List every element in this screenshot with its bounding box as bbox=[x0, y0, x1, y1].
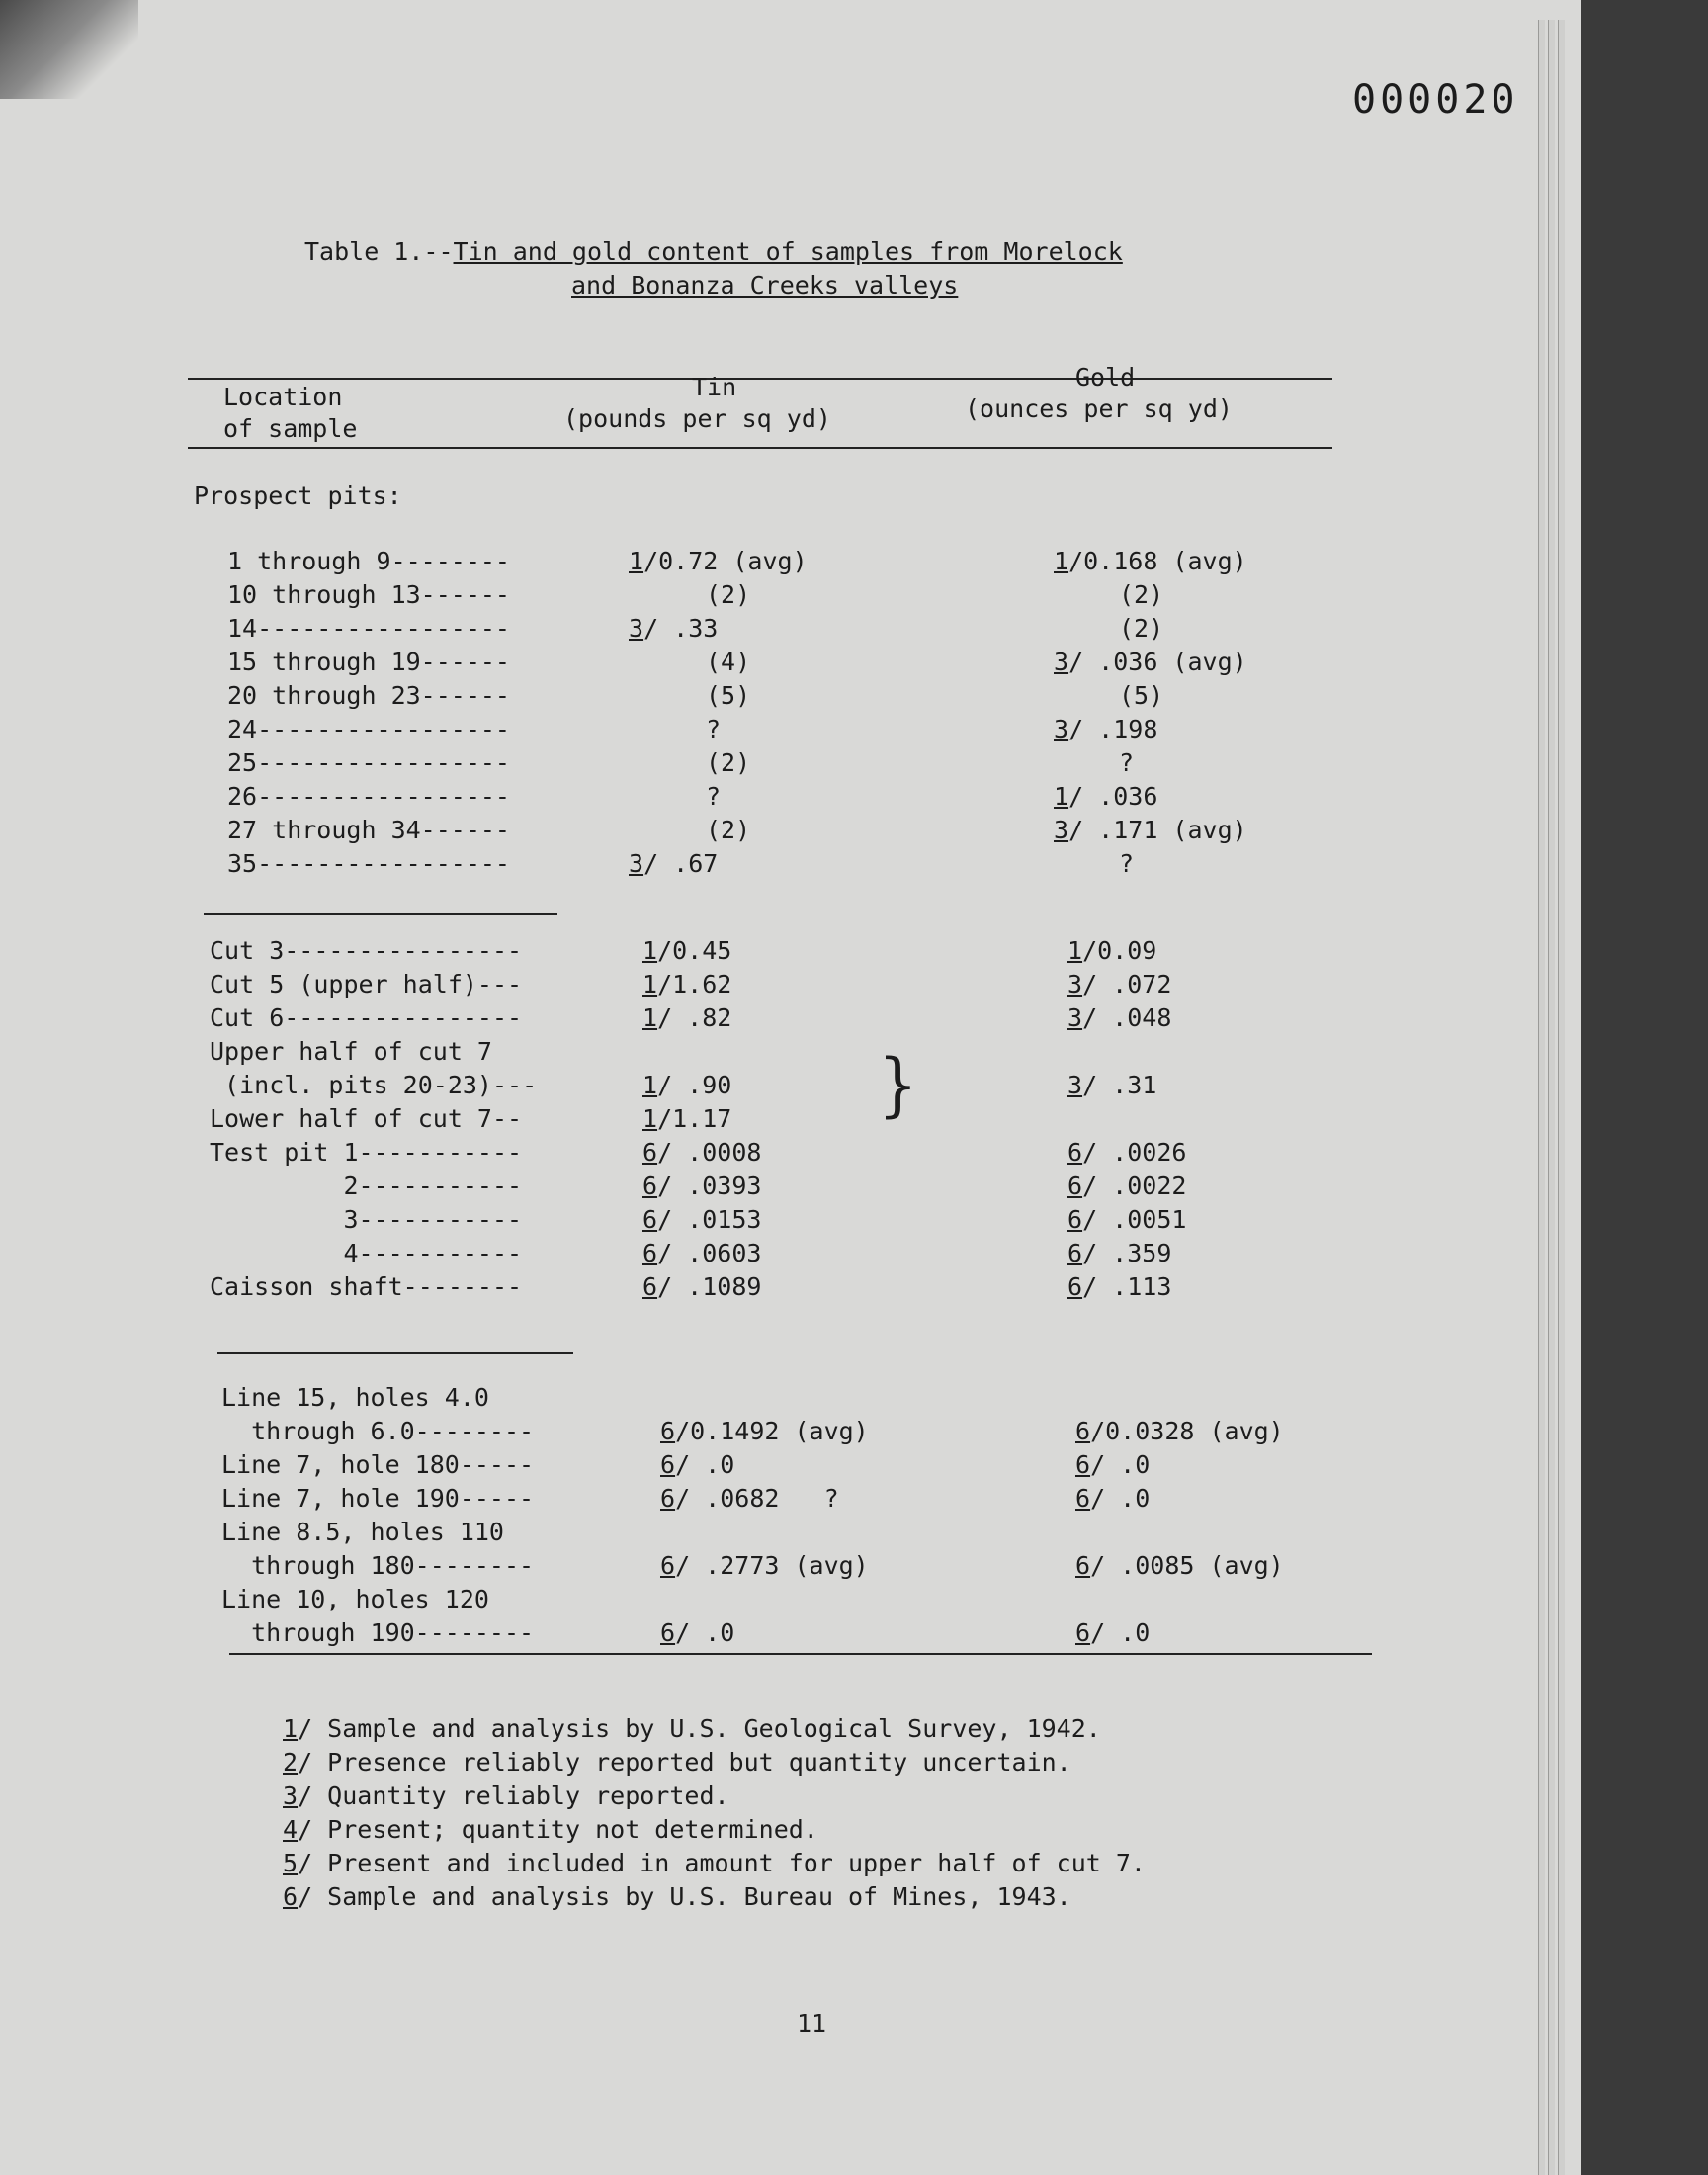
gold-value: 3/ .198 bbox=[1054, 715, 1158, 743]
tin-value: 1/1.62 bbox=[642, 970, 732, 999]
location-cell: Cut 3---------------- bbox=[210, 936, 523, 965]
tin-value: 1/0.72 (avg) bbox=[629, 547, 808, 575]
footnote-ref: 1 bbox=[629, 547, 644, 575]
table-title bbox=[304, 235, 1123, 303]
location-cell: Line 7, hole 190----- bbox=[221, 1484, 535, 1513]
footnote-ref: 1 bbox=[642, 936, 658, 965]
footnote-item: 4/ Present; quantity not determined. bbox=[283, 1815, 818, 1844]
gold-value: 6/ .0051 bbox=[1068, 1205, 1187, 1234]
location-cell: 2----------- bbox=[210, 1172, 523, 1200]
location-cell: Caisson shaft-------- bbox=[210, 1272, 523, 1301]
header-gold-2: (ounces per sq yd) bbox=[965, 394, 1233, 423]
footnote-ref: 6 bbox=[660, 1450, 676, 1479]
gold-value: 3/ .171 (avg) bbox=[1054, 816, 1247, 844]
footnote-ref: 6 bbox=[642, 1239, 658, 1267]
page-edge bbox=[1558, 20, 1565, 2175]
location-cell: Line 10, holes 120 bbox=[221, 1585, 489, 1613]
footnote-number: 2 bbox=[283, 1748, 299, 1777]
footnote-ref: 6 bbox=[642, 1272, 658, 1301]
footnote-ref: 3 bbox=[1054, 648, 1069, 676]
gold-value: 6/ .0026 bbox=[1068, 1138, 1187, 1167]
location-cell: 26----------------- bbox=[227, 782, 510, 811]
tin-value: (2) bbox=[706, 580, 751, 609]
footnote-ref: 1 bbox=[1068, 936, 1083, 965]
gold-value: 3/ .048 bbox=[1068, 1003, 1172, 1032]
footnote-item: 1/ Sample and analysis by U.S. Geological Survey, 1942. bbox=[283, 1714, 1101, 1743]
footnote-ref: 6 bbox=[642, 1205, 658, 1234]
tin-value: 6/ .2773 (avg) bbox=[660, 1551, 869, 1580]
location-cell: Line 7, hole 180----- bbox=[221, 1450, 535, 1479]
location-cell: 27 through 34------ bbox=[227, 816, 510, 844]
tin-value: 1/0.45 bbox=[642, 936, 732, 965]
location-cell: Test pit 1----------- bbox=[210, 1138, 523, 1167]
tin-value: 6/ .1089 bbox=[642, 1272, 762, 1301]
gold-value: (5) bbox=[1119, 681, 1164, 710]
gold-value: 1/0.168 (avg) bbox=[1054, 547, 1247, 575]
document-number: 000020 bbox=[1352, 77, 1519, 123]
title-line-1: Tin and gold content of samples from Morelock bbox=[453, 237, 1123, 266]
title-line-2: and Bonanza Creeks valleys bbox=[571, 271, 959, 300]
gold-value: ? bbox=[1119, 748, 1135, 777]
tin-value: 3/ .33 bbox=[629, 614, 719, 643]
footnote-ref: 3 bbox=[1068, 1003, 1083, 1032]
footnote-item: 5/ Present and included in amount for upper half of cut 7. bbox=[283, 1849, 1146, 1877]
footnote-ref: 6 bbox=[660, 1417, 676, 1445]
location-cell: through 190-------- bbox=[221, 1618, 535, 1647]
tin-value: ? bbox=[706, 782, 722, 811]
tin-value: 1/ .90 bbox=[642, 1071, 732, 1099]
location-cell: 35----------------- bbox=[227, 849, 510, 878]
footnote-ref: 6 bbox=[1075, 1450, 1091, 1479]
footnote-ref: 6 bbox=[1068, 1138, 1083, 1167]
location-cell: Cut 5 (upper half)--- bbox=[210, 970, 523, 999]
location-cell: 20 through 23------ bbox=[227, 681, 510, 710]
footnote-ref: 1 bbox=[642, 1104, 658, 1133]
bottom-rule bbox=[229, 1653, 1372, 1655]
tin-value: 6/0.1492 (avg) bbox=[660, 1417, 869, 1445]
footnote-number: 1 bbox=[283, 1714, 299, 1743]
header-tin-2: (pounds per sq yd) bbox=[563, 404, 831, 433]
gold-value: 3/ .036 (avg) bbox=[1054, 648, 1247, 676]
footnote-number: 5 bbox=[283, 1849, 299, 1877]
tin-value: 6/ .0682 ? bbox=[660, 1484, 839, 1513]
footnote-number: 4 bbox=[283, 1815, 299, 1844]
location-cell: Upper half of cut 7 bbox=[210, 1037, 492, 1066]
tin-value: (2) bbox=[706, 748, 751, 777]
page-number: 11 bbox=[797, 2009, 827, 2038]
location-cell: 24----------------- bbox=[227, 715, 510, 743]
footnote-item: 2/ Presence reliably reported but quantity uncertain. bbox=[283, 1748, 1071, 1777]
location-cell: 10 through 13------ bbox=[227, 580, 510, 609]
gold-value: 6/ .359 bbox=[1068, 1239, 1172, 1267]
footnote-ref: 6 bbox=[660, 1618, 676, 1647]
tin-value: 6/ .0 bbox=[660, 1450, 735, 1479]
location-cell: 15 through 19------ bbox=[227, 648, 510, 676]
footnote-ref: 3 bbox=[1068, 1071, 1083, 1099]
footnotes bbox=[283, 1712, 1146, 1914]
section-rule-2 bbox=[217, 1352, 573, 1354]
gold-value: 1/ .036 bbox=[1054, 782, 1158, 811]
gold-value: 3/ .072 bbox=[1068, 970, 1172, 999]
tin-value: (5) bbox=[706, 681, 751, 710]
tin-value: 1/1.17 bbox=[642, 1104, 732, 1133]
tin-value: 6/ .0 bbox=[660, 1618, 735, 1647]
title-prefix: Table 1.-- bbox=[304, 237, 454, 266]
header-tin-1: Tin bbox=[692, 373, 737, 401]
gold-value: 6/ .0022 bbox=[1068, 1172, 1187, 1200]
footnote-ref: 6 bbox=[1075, 1618, 1091, 1647]
location-cell: 25----------------- bbox=[227, 748, 510, 777]
footnote-ref: 6 bbox=[1068, 1239, 1083, 1267]
tin-value: ? bbox=[706, 715, 722, 743]
top-rule bbox=[188, 378, 1332, 380]
tin-value: 1/ .82 bbox=[642, 1003, 732, 1032]
tin-value: 6/ .0153 bbox=[642, 1205, 762, 1234]
location-cell: through 6.0-------- bbox=[221, 1417, 535, 1445]
header-location-1: Location bbox=[223, 383, 343, 411]
footnote-ref: 1 bbox=[1054, 782, 1069, 811]
footnote-item: 3/ Quantity reliably reported. bbox=[283, 1782, 729, 1810]
location-cell: Line 15, holes 4.0 bbox=[221, 1383, 489, 1412]
gold-value: 1/0.09 bbox=[1068, 936, 1157, 965]
footnote-ref: 6 bbox=[1068, 1172, 1083, 1200]
footnote-ref: 6 bbox=[1068, 1272, 1083, 1301]
location-cell: 4----------- bbox=[210, 1239, 523, 1267]
footnote-ref: 6 bbox=[642, 1138, 658, 1167]
location-cell: (incl. pits 20-23)--- bbox=[210, 1071, 538, 1099]
header-gold-1: Gold bbox=[1075, 363, 1136, 392]
gold-value: 3/ .31 bbox=[1068, 1071, 1157, 1099]
footnote-number: 6 bbox=[283, 1882, 299, 1911]
location-cell: Line 8.5, holes 110 bbox=[221, 1518, 504, 1546]
location-cell: Cut 6---------------- bbox=[210, 1003, 523, 1032]
gold-value: 6/0.0328 (avg) bbox=[1075, 1417, 1284, 1445]
gold-value: 6/ .0 bbox=[1075, 1484, 1151, 1513]
gold-value: 6/ .0 bbox=[1075, 1618, 1151, 1647]
header-rule bbox=[188, 447, 1332, 449]
footnote-ref: 3 bbox=[1054, 816, 1069, 844]
tin-value: (4) bbox=[706, 648, 751, 676]
footnote-ref: 6 bbox=[642, 1172, 658, 1200]
gold-value: ? bbox=[1119, 849, 1135, 878]
footnote-ref: 1 bbox=[642, 1071, 658, 1099]
footnote-ref: 1 bbox=[642, 970, 658, 999]
section-prospect-pits: Prospect pits: bbox=[194, 481, 402, 510]
footnote-ref: 3 bbox=[1054, 715, 1069, 743]
gold-value: (2) bbox=[1119, 580, 1164, 609]
location-cell: Lower half of cut 7-- bbox=[210, 1104, 523, 1133]
footnote-number: 3 bbox=[283, 1782, 299, 1810]
header-location-2: of sample bbox=[223, 414, 358, 443]
tin-value: 6/ .0008 bbox=[642, 1138, 762, 1167]
tin-value: (2) bbox=[706, 816, 751, 844]
location-cell: 14----------------- bbox=[227, 614, 510, 643]
footnote-ref: 6 bbox=[660, 1551, 676, 1580]
footnote-ref: 1 bbox=[642, 1003, 658, 1032]
footnote-ref: 6 bbox=[1075, 1417, 1091, 1445]
footnote-ref: 3 bbox=[1068, 970, 1083, 999]
footnote-ref: 3 bbox=[629, 849, 644, 878]
section-rule-1 bbox=[204, 914, 557, 915]
tin-value: 3/ .67 bbox=[629, 849, 719, 878]
footnote-ref: 3 bbox=[629, 614, 644, 643]
page-edge bbox=[1538, 20, 1545, 2175]
location-cell: 1 through 9-------- bbox=[227, 547, 510, 575]
bracket-symbol: } bbox=[878, 1045, 918, 1126]
gold-value: 6/ .0085 (avg) bbox=[1075, 1551, 1284, 1580]
footnote-ref: 6 bbox=[1068, 1205, 1083, 1234]
location-cell: 3----------- bbox=[210, 1205, 523, 1234]
footnote-ref: 1 bbox=[1054, 547, 1069, 575]
gold-value: (2) bbox=[1119, 614, 1164, 643]
page-edge bbox=[1548, 20, 1555, 2175]
gold-value: 6/ .113 bbox=[1068, 1272, 1172, 1301]
footnote-ref: 6 bbox=[1075, 1551, 1091, 1580]
gold-value: 6/ .0 bbox=[1075, 1450, 1151, 1479]
footnote-item: 6/ Sample and analysis by U.S. Bureau of Mines, 1943. bbox=[283, 1882, 1071, 1911]
footnote-ref: 6 bbox=[660, 1484, 676, 1513]
tin-value: 6/ .0393 bbox=[642, 1172, 762, 1200]
tin-value: 6/ .0603 bbox=[642, 1239, 762, 1267]
footnote-ref: 6 bbox=[1075, 1484, 1091, 1513]
location-cell: through 180-------- bbox=[221, 1551, 535, 1580]
